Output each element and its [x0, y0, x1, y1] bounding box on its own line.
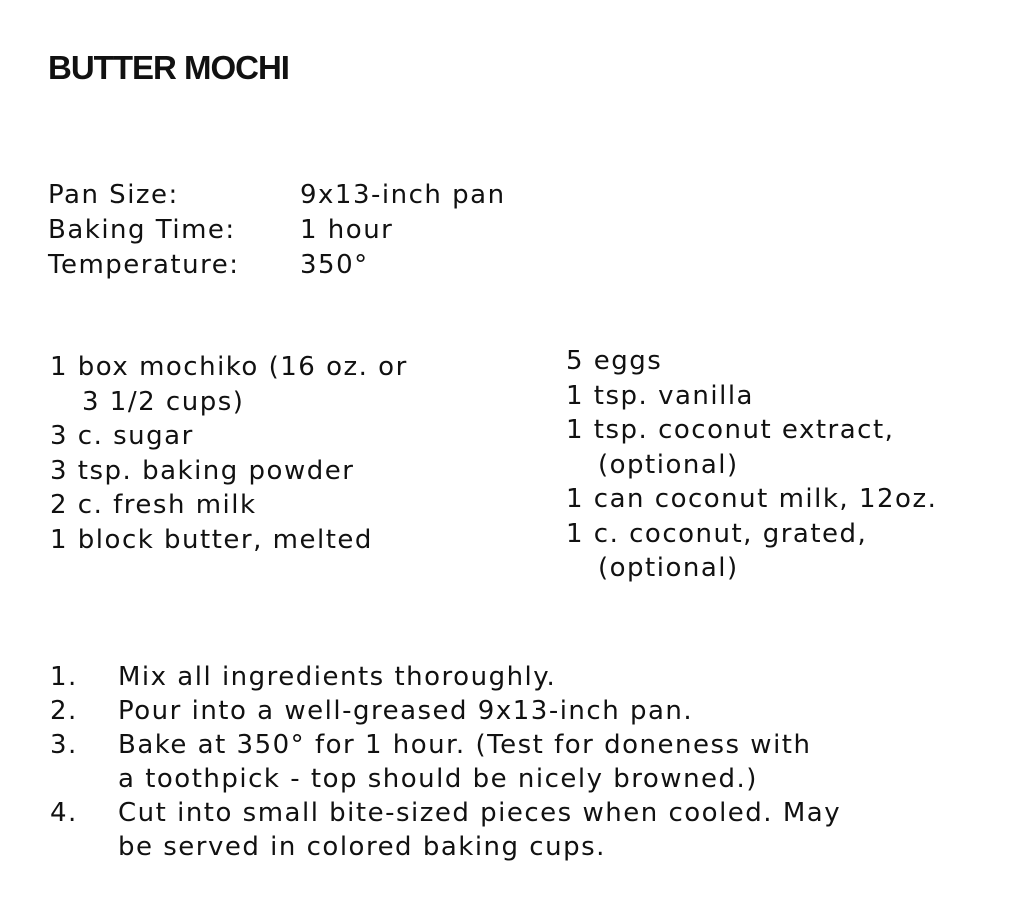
step-text: [118, 660, 556, 694]
step-line: Pour into a well-greased 9x13-inch pan.: [118, 696, 694, 726]
step-number: 3.: [50, 730, 78, 760]
step-text: [118, 796, 841, 864]
ingredient-item: 5 eggs: [566, 346, 663, 376]
instructions-list: [50, 660, 841, 864]
step-number: 2.: [50, 696, 78, 726]
ingredient-item: 1 can coconut milk, 12oz.: [566, 484, 938, 514]
spec-label: Baking Time:: [48, 215, 236, 245]
ingredient-item: (optional): [598, 553, 739, 583]
ingredient-item: 1 c. coconut, grated,: [566, 518, 868, 549]
ingredients-left-column: [50, 350, 408, 557]
step-text: [118, 694, 693, 728]
step-line: Mix all ingredients thoroughly.: [118, 662, 557, 692]
ingredient-item: 1 block butter, melted: [50, 524, 373, 555]
ingredient-item: 3 1/2 cups): [82, 386, 245, 417]
spec-temperature: [48, 248, 506, 283]
step-line: be served in colored baking cups.: [118, 832, 606, 862]
spec-pan-size: [48, 178, 506, 213]
step-line: Cut into small bite-sized pieces when cooled. May: [118, 798, 842, 828]
step-text: [118, 728, 811, 796]
spec-value: 9x13-inch pan: [300, 180, 506, 210]
ingredient-item: 1 tsp. vanilla: [566, 380, 754, 411]
ingredient-item: (optional): [598, 449, 739, 480]
spec-baking-time: [48, 213, 506, 248]
step-number: 1.: [50, 662, 78, 692]
step-number: 4.: [50, 798, 78, 828]
instruction-step: [50, 660, 841, 694]
ingredient-item: 3 c. sugar: [50, 421, 194, 451]
ingredient-item: 3 tsp. baking powder: [50, 455, 355, 486]
ingredient-item: 2 c. fresh milk: [50, 490, 257, 520]
ingredients-right-column: [566, 344, 937, 586]
recipe-title: BUTTER MOCHI: [48, 49, 289, 86]
instruction-step: [50, 694, 841, 728]
recipe-specs: [48, 178, 506, 283]
step-line: Bake at 350° for 1 hour. (Test for doneness with: [118, 730, 812, 760]
step-line: a toothpick - top should be nicely browned.): [118, 764, 758, 794]
spec-label: Temperature:: [48, 250, 240, 280]
instruction-step: [50, 728, 841, 796]
ingredient-item: 1 tsp. coconut extract,: [566, 415, 895, 445]
spec-label: Pan Size:: [48, 180, 179, 210]
ingredient-item: 1 box mochiko (16 oz. or: [50, 352, 408, 382]
spec-value: 350°: [300, 250, 369, 280]
spec-value: 1 hour: [300, 215, 394, 245]
instruction-step: [50, 796, 841, 864]
